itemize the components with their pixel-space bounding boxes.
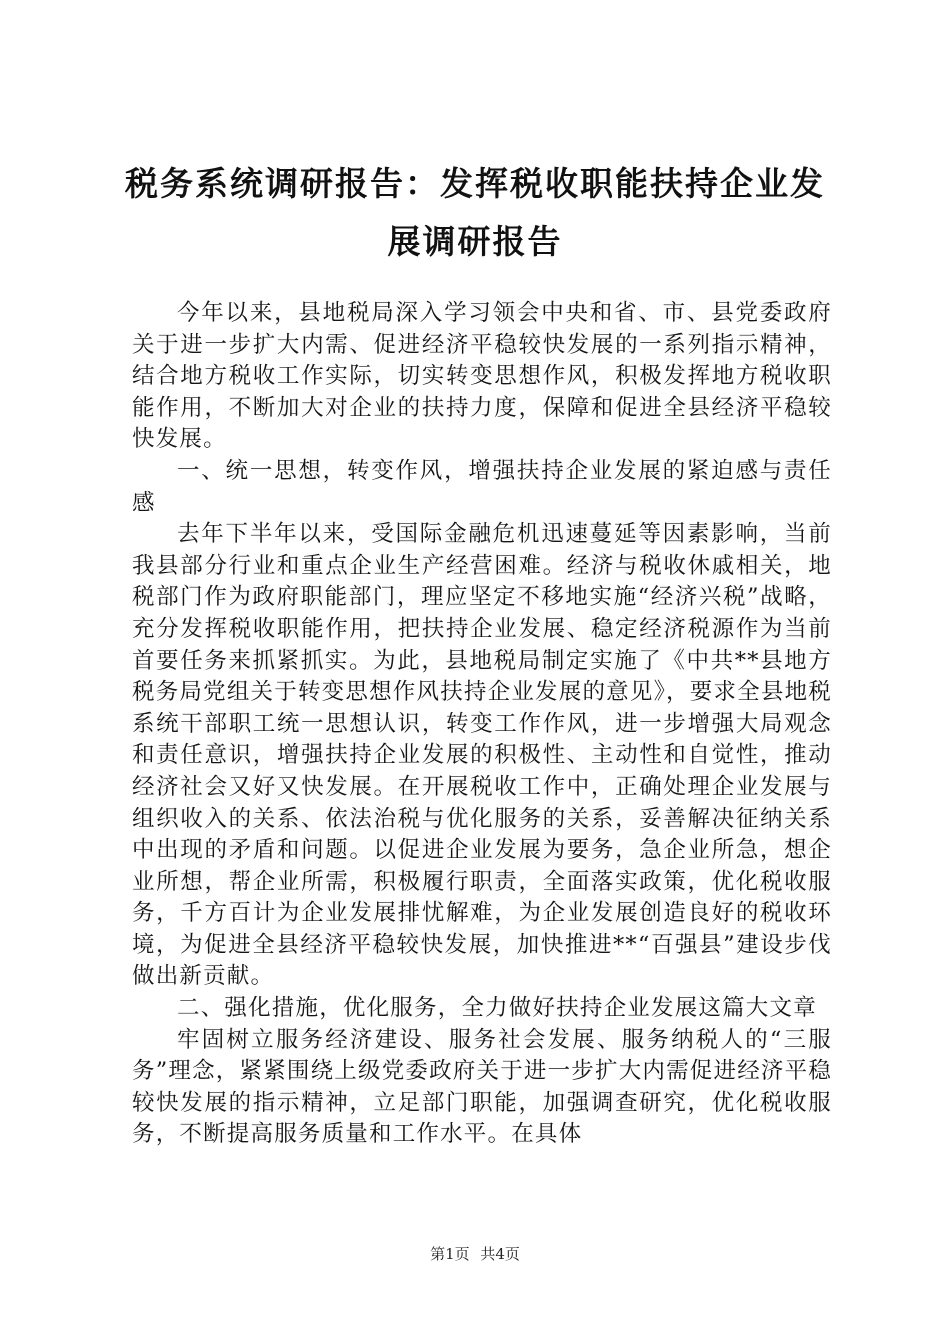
page-total: 共4页 (480, 1245, 520, 1263)
title-line-2: 展调研报告 (387, 222, 563, 261)
section-heading-1: 一、统一思想，转变作风，增强扶持企业发展的紧迫感与责任感 (132, 457, 832, 516)
paragraph-section-1: 去年下半年以来，受国际金融危机迅速蔓延等因素影响，当前我县部分行业和重点企业生产经营困难。经济与税收休戚相关，地税部门作为政府职能部门，理应坚定不移地实施“经济兴税”战略，充分发挥税收职能作用，把扶持企业发展、稳定经济税源作为当前首要任务来抓紧抓实。为此，县地税局制定实施了《中共**县地方税务局党组关于转变思想作风扶持企业发展的意见》，要求全县地税系统干部职工统一思想认识，转变工作作风，进一步增强大局观念和责任意识，增强扶持企业发展的积极性、主动性和自觉性，推动经济社会又好又快发展。在开展税收工作中，正确处理企业发展与组织收入的关系、依法治税与优化服务的关系，妥善解决征纳关系中出现的矛盾和问题。以促进企业发展为要务，急企业所急，想企业所想，帮企业所需，积极履行职责，全面落实政策，优化税收服务，千方百计为企业发展排忧解难，为企业发展创造良好的税收环境，为促进全县经济平稳较快发展，加快推进**“百强县”建设步伐做出新贡献。 (132, 521, 832, 990)
paragraph-intro: 今年以来，县地税局深入学习领会中央和省、市、县党委政府关于进一步扩大内需、促进经济平稳较快发展的一系列指示精神，结合地方税收工作实际，切实转变思想作风，积极发挥地方税收职能作用，不断加大对企业的扶持力度，保障和促进全县经济平稳较快发展。 (132, 300, 832, 453)
document-body (132, 298, 832, 1151)
page-footer (0, 1243, 950, 1264)
title-line-1: 税务系统调研报告：发挥税收职能扶持企业发 (125, 164, 825, 203)
paragraph-section-2: 牢固树立服务经济建设、服务社会发展、服务纳税人的“三服务”理念，紧紧围绕上级党委政府关于进一步扩大内需促进经济平稳较快发展的指示精神，立足部门职能，加强调查研究，优化税收服务，不断提高服务质量和工作水平。在具体 (132, 1026, 833, 1148)
section-heading-2: 二、强化措施，优化服务，全力做好扶持企业发展这篇大文章 (177, 995, 817, 1022)
page-number: 第1页 (430, 1245, 470, 1263)
document-title (120, 155, 830, 271)
